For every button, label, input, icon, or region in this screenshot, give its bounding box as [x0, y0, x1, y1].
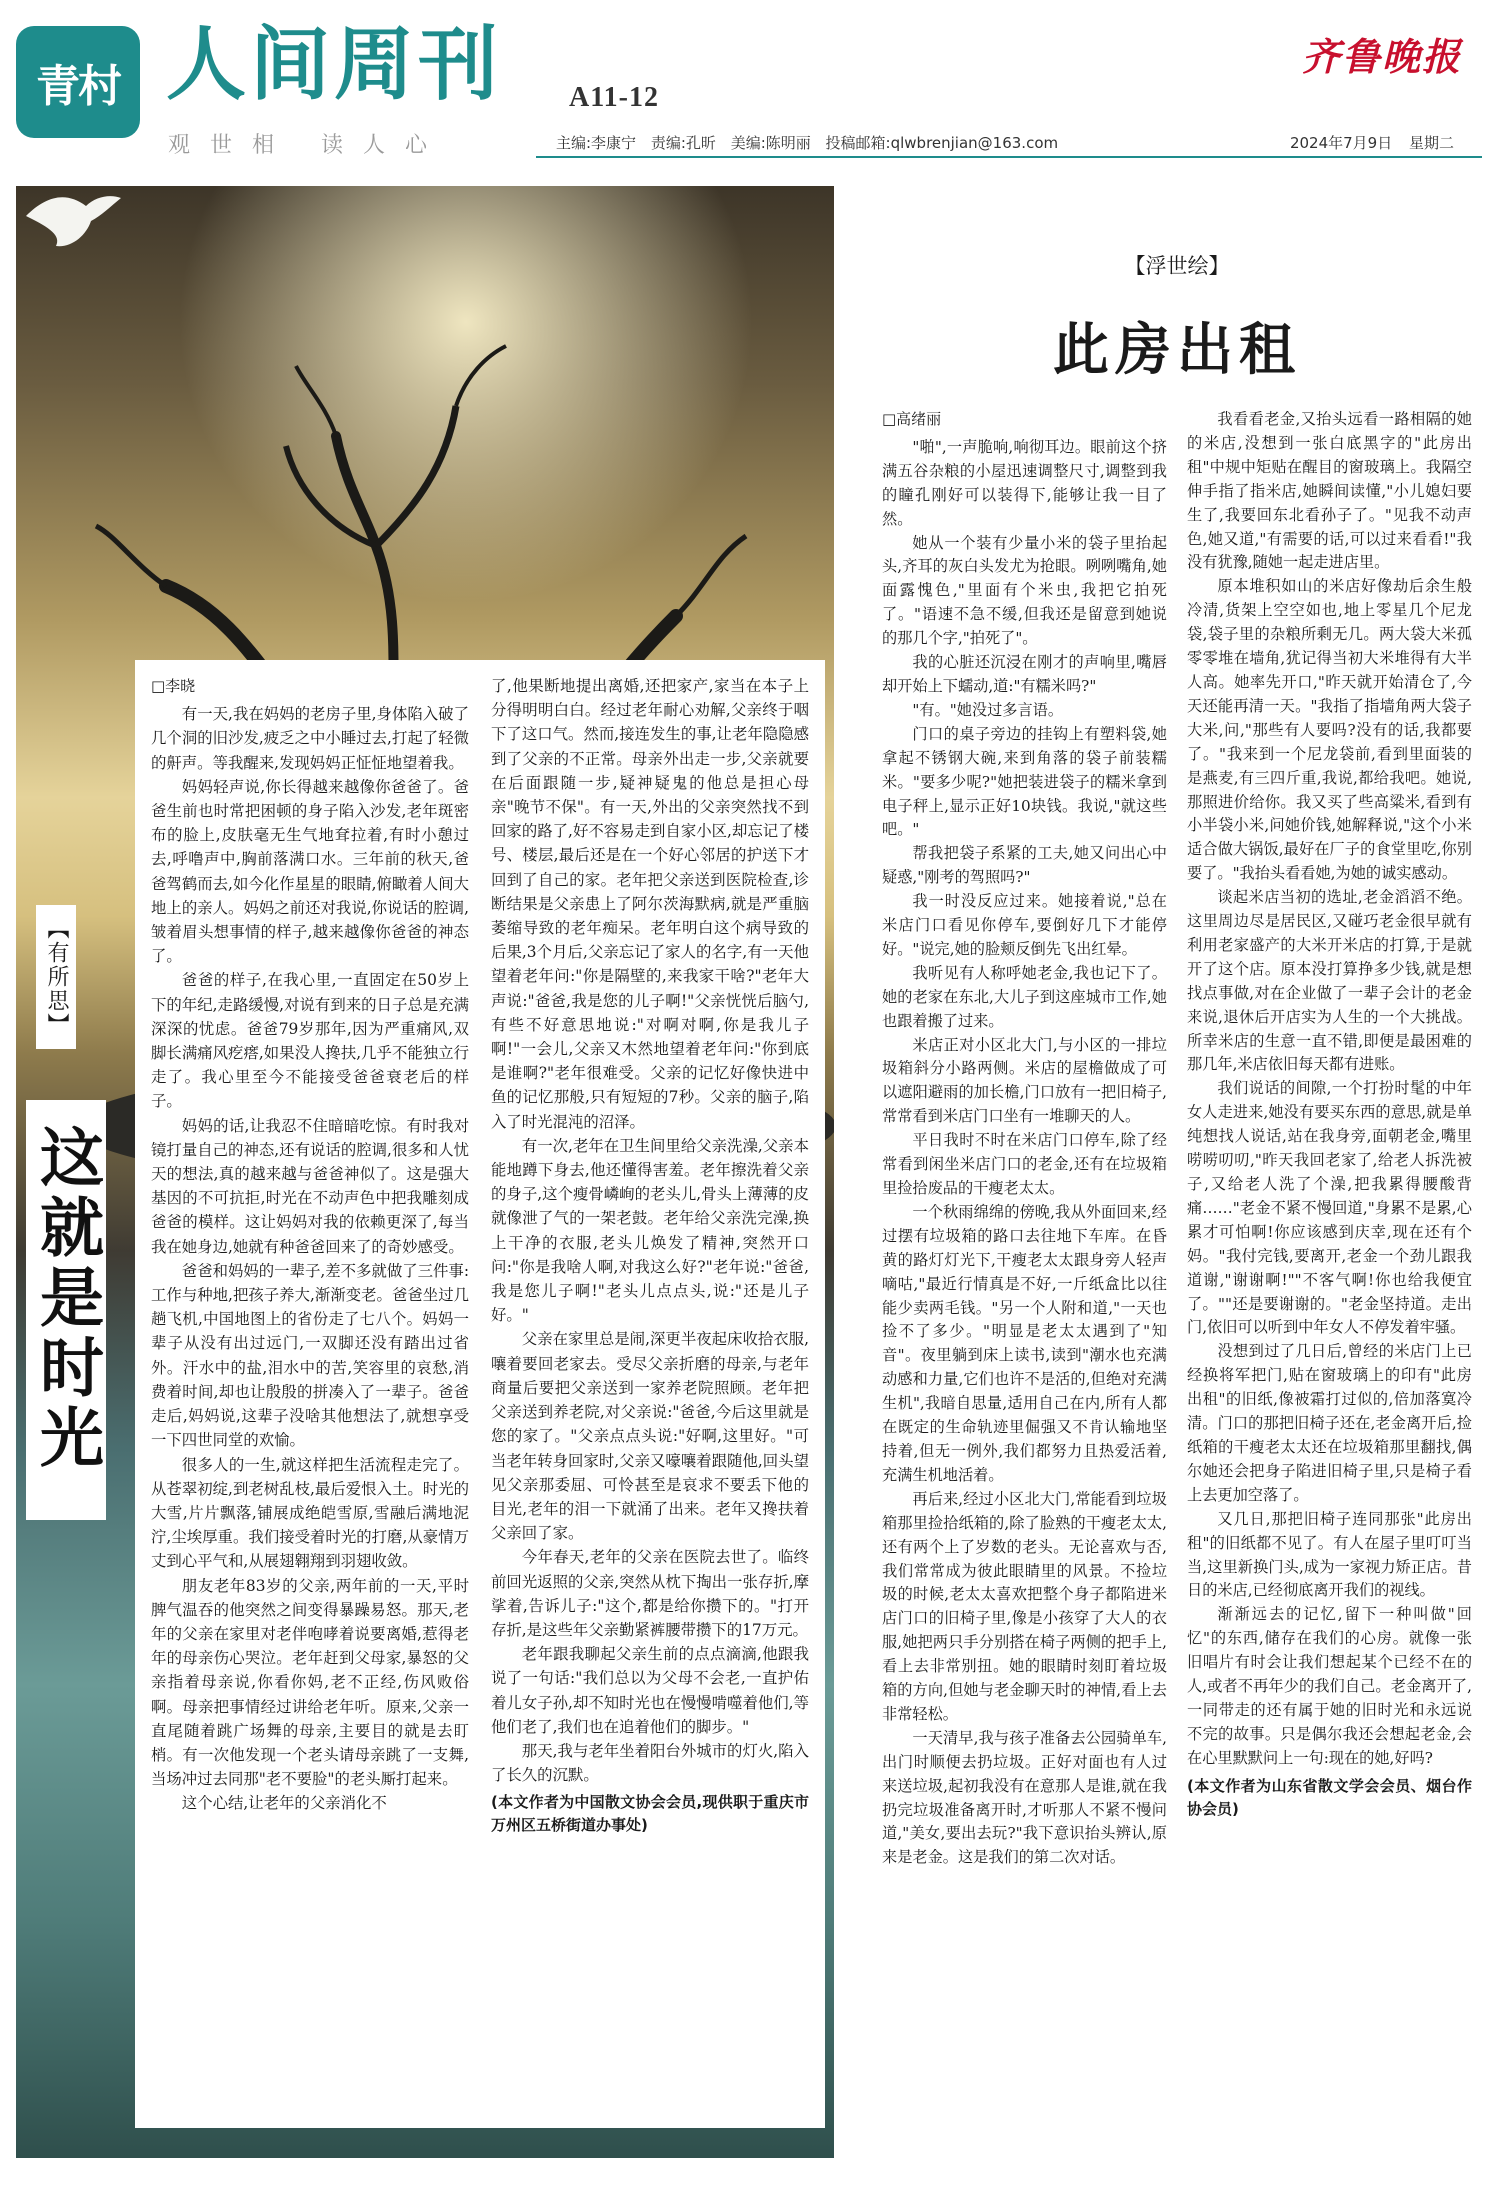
- editorial-credits: [556, 132, 1068, 153]
- paragraph: 爸爸和妈妈的一辈子,差不多就做了三件事:工作与种地,把孩子养大,渐渐变老。爸爸坐过几趟飞机,中国地图上的省份走了七八个。妈妈一辈子从没有出过远门,一双脚还没有踏出过省外。汗水中的盐,泪水中的苦,笑容里的哀愁,消费着时间,却也让殷殷的拼凑入了一辈子。爸爸走后,妈妈说,这辈子没啥其他想法了,就想享受一下四世同堂的欢愉。: [151, 1261, 469, 1450]
- paragraph: 一个秋雨绵绵的傍晚,我从外面回来,经过摆有垃圾箱的路口去往地下车库。在昏黄的路灯灯光下,干瘦老太太跟身旁人轻声嘀咕,"最近行情真是不好,一斤纸盒比以往能少卖两毛钱。"另一个人附和道,"一天也捡不了多少。"明显是老太太遇到了"知音"。夜里躺到床上读书,读到"潮水也充满动感和力量,它们也许不是活的,但绝对充满生机",我暗自思量,适用自己在内,所有人都在既定的生命轨迹里倔强又不肯认输地坚持着,但无一例外,我们都努力且热爱活着,充满生机地活着。: [882, 1202, 1167, 1484]
- paragraph: 渐渐远去的记忆,留下一种叫做"回忆"的东西,储存在我们的心房。就像一张旧唱片有时会让我们想起某个已经不在的人,或者不再年少的我们自己。老金离开了,一同带走的还有属于她的旧时光和永远说不完的故事。只是偶尔我还会想起老金,会在心里默默问上一句:现在的她,好吗?: [1187, 1605, 1472, 1767]
- article-column-1: [882, 408, 1167, 2153]
- paragraph: 我一时没反应过来。她接着说,"总在米店门口看见你停车,要倒好几下才能停好。"说完,她的脸颊反倒先飞出红晕。: [882, 892, 1167, 958]
- paragraph: 朋友老年83岁的父亲,两年前的一天,平时脾气温吞的他突然之间变得暴躁易怒。那天,老年的父亲在家里对老伴咆哮着说要离婚,惹得老年的母亲伤心哭泣。老年赶到父母家,暴怒的父亲指着母亲说,你看你妈,老不正经,伤风败俗啊。母亲把事情经过讲给老年听。原来,父亲一直尾随着跳广场舞的母亲,主要目的就是去盯梢。有一次他发现一个老头请母亲跳了一支舞,当场冲过去同那"老不要脸"的老头厮打起来。: [151, 1576, 469, 1789]
- article-title-room-for-rent: 此房出租: [1053, 317, 1301, 383]
- paragraph: 有一次,老年在卫生间里给父亲洗澡,父亲本能地蹲下身去,他还懂得害羞。老年擦洗着父亲的身子,这个瘦骨嶙峋的老头儿,骨头上薄薄的皮就像泄了气的一架老鼓。老年给父亲洗完澡,换上干净的衣服,老头儿焕发了精神,突然开口问:"你是我啥人啊,对我这么好?"老年说:"爸爸,我是您儿子啊!"老头儿点点头,说:"还是儿子好。": [491, 1136, 809, 1325]
- paragraph: 我们说话的间隙,一个打扮时髦的中年女人走进来,她没有要买东西的意思,就是单纯想找人说话,站在我身旁,面朝老金,嘴里唠唠叨叨,"昨天我回老家了,给老人拆洗被子,又给老人洗了个澡,把我累得腰酸背痛……"老金不紧不慢回道,"身累不是累,心累才可怕啊!你应该感到庆幸,现在还有个妈。"我付完钱,要离开,老金一个劲儿跟我道谢,"谢谢啊!""不客气啊!你也给我便宜了。""还是要谢谢的。"老金坚持道。走出门,依旧可以听到中年女人不停发着牢骚。: [1187, 1079, 1472, 1337]
- paragraph: 一天清早,我与孩子准备去公园骑单车,出门时顺便去扔垃圾。正好对面也有人过来送垃圾,起初我没有在意那人是谁,就在我扔完垃圾准备离开时,才听那人不紧不慢问道,"美女,要出去玩?"我下意识抬头辨认,原来是老金。这是我们的第二次对话。: [882, 1728, 1167, 1867]
- paragraph: 帮我把袋子系紧的工夫,她又问出心中疑惑,"刚考的驾照吗?": [882, 844, 1167, 887]
- column-tag: 【有所思】: [36, 905, 76, 1049]
- paragraph: 父亲在家里总是闹,深更半夜起床收拾衣服,嚷着要回老家去。受尽父亲折磨的母亲,与老年商量后要把父亲送到一家养老院照顾。老年把父亲送到养老院,对父亲说:"爸爸,今后这里就是您的家了。"父亲点点头说:"好啊,这里好。"可当老年转身回家时,父亲又嚎嚷着跟随他,回头望见父亲那委屈、可怜甚至是哀求不要丢下他的目光,老年的泪一下就涌了出来。老年又搀扶着父亲回了家。: [491, 1330, 809, 1543]
- column-tag: 【浮世绘】: [1124, 254, 1230, 278]
- paragraph: 我的心脏还沉浸在刚才的声响里,嘴唇却开始上下蠕动,道:"有糯米吗?": [882, 653, 1167, 695]
- dove-icon: [16, 186, 126, 256]
- paragraph: "啪",一声脆响,响彻耳边。眼前这个挤满五谷杂粮的小屋迅速调整尺寸,调整到我的瞳孔刚好可以装得下,能够让我一目了然。: [882, 437, 1167, 528]
- paragraph: 没想到过了几日后,曾经的米店门上已经换将军把门,贴在窗玻璃上的印有"此房出租"的旧纸,像被霜打过似的,倍加落寞冷清。门口的那把旧椅子还在,老金离开后,捡纸箱的干瘦老太太还在垃圾箱那里翻找,偶尔她还会把身子陷进旧椅子里,只是椅子看上去更加空落了。: [1187, 1342, 1472, 1504]
- paragraph: 有一天,我在妈妈的老房子里,身体陷入破了几个洞的旧沙发,疲乏之中小睡过去,打起了轻微的鼾声。等我醒来,发现妈妈正怔怔地望着我。: [151, 705, 469, 772]
- paragraph: 原本堆积如山的米店好像劫后余生般冷清,货架上空空如也,地上零星几个尼龙袋,袋子里的杂粮所剩无几。两大袋大米孤零零堆在墙角,犹记得当初大米堆得有大半人高。她率先开口,"昨天就开始清仓了,今天还能再清一天。"我指了指墙角两大袋子大米,问,"那些有人要吗?没有的话,我都要了。"我来到一个尼龙袋前,看到里面装的是燕麦,有三四斤重,我说,都给我吧。她说,那照进价给你。我又买了些高粱米,看到有小半袋小米,问她价钱,她解释说,"这个小米适合做大锅饭,最好在厂子的食堂里吃,你别要了。"我抬头看看她,为她的诚实感动。: [1187, 577, 1472, 883]
- byline: □李晓: [151, 677, 196, 695]
- section-logo: [16, 26, 140, 138]
- paragraph: 爸爸的样子,在我心里,一直固定在50岁上下的年纪,走路缓慢,对说有到来的日子总是充满深深的忧虑。爸爸79岁那年,因为严重痛风,双脚长满痛风疙瘩,如果没人搀扶,几乎不能独立行走了。我心里至今不能接受爸爸衰老后的样子。: [151, 971, 469, 1111]
- byline: □高绪丽: [882, 410, 942, 428]
- paragraph: 妈妈轻声说,你长得越来越像你爸爸了。爸爸生前也时常把困顿的身子陷入沙发,老年斑密布的脸上,皮肤毫无生气地耷拉着,有时小憩过去,呼噜声中,胸前落满口水。三年前的秋天,爸爸驾鹤而去,如今化作星星的眼睛,俯瞰着人间大地上的亲人。妈妈之前还对我说,你说话的腔调,皱着眉头想事情的样子,越来越像你爸爸的神态了。: [151, 777, 469, 966]
- author-note: (本文作者为山东省散文学会会员、烟台作协会员): [1187, 1776, 1472, 1818]
- issue-date: 2024年7月9日: [1289, 134, 1393, 152]
- article-title-this-is-time: 这就是时光: [26, 1100, 106, 1520]
- paragraph: 我看看老金,又抬头远看一路相隔的她的米店,没想到一张白底黑字的"此房出租"中规中矩贴在醒目的窗玻璃上。我隔空伸手指了指米店,她瞬间读懂,"小儿媳妇要生了,我要回东北看孙子了。"见我不动声色,她又道,"有需要的话,可以过来看看!"我没有犹豫,随她一起走进店里。: [1187, 410, 1472, 572]
- dateline: [1278, 132, 1454, 153]
- article-column-2: [491, 674, 809, 2116]
- paragraph: 米店正对小区北大门,与小区的一排垃圾箱斜分小路两侧。米店的屋檐做成了可以遮阳避雨的加长檐,门口放有一把旧椅子,常常看到米店门口坐有一堆聊天的人。: [882, 1035, 1167, 1126]
- paragraph: "有。"她没过多言语。: [912, 700, 1064, 719]
- paragraph: 又几日,那把旧椅子连同那张"此房出租"的旧纸都不见了。有人在屋子里叮叮当当,这里新换门头,成为一家视力矫正店。昔日的米店,已经彻底离开我们的视线。: [1187, 1509, 1472, 1600]
- art-editor-credit: 美编:陈明丽: [730, 134, 811, 152]
- newspaper-name: 齐鲁晚报: [1301, 34, 1462, 79]
- article-column-2: [1187, 408, 1472, 2153]
- paragraph: 这个心结,让老年的父亲消化不: [181, 1794, 387, 1813]
- author-note: (本文作者为中国散文协会会员,现供职于重庆市万州区五桥街道办事处): [491, 1793, 809, 1835]
- paragraph: 再后来,经过小区北大门,常能看到垃圾箱那里捡拾纸箱的,除了脸熟的干瘦老太太,还有两个上了岁数的老头。无论喜欢与否,我们常常成为彼此眼睛里的风景。不捡垃圾的时候,老太太喜欢把整个身子都陷进米店门口的旧椅子里,像是小孩穿了大人的衣服,她把两只手分别搭在椅子两侧的把手上,看上去非常别扭。她的眼睛时刻盯着垃圾箱的方向,但她与老金聊天时的神情,看上去非常轻松。: [882, 1489, 1167, 1723]
- masthead: [16, 17, 1472, 161]
- article-room-for-rent: [882, 230, 1472, 2160]
- paragraph: 我听见有人称呼她老金,我也记下了。她的老家在东北,大儿子到这座城市工作,她也跟着搬了过来。: [882, 963, 1167, 1030]
- paragraph: 妈妈的话,让我忍不住暗暗吃惊。有时我对镜打量自己的神态,还有说话的腔调,很多和人忧天的想法,真的越来越与爸爸神似了。这是强大基因的不可抗拒,时光在不动声色中把我雕刻成爸爸的模样。这让妈妈对我的依赖更深了,每当我在她身边,她就有种爸爸回来了的奇妙感受。: [151, 1116, 469, 1256]
- article-this-is-time: [135, 660, 825, 2128]
- issue-weekday: 星期二: [1408, 134, 1454, 152]
- supplement-title: 人间周刊: [166, 17, 502, 111]
- submission-email: 投稿邮箱:qlwbrenjian@163.com: [825, 134, 1059, 152]
- paragraph: 平日我时不时在米店门口停车,除了经常看到闲坐米店门口的老金,还有在垃圾箱里捡拾废品的干瘦老太太。: [882, 1131, 1167, 1197]
- paragraph: 今年春天,老年的父亲在医院去世了。临终前回光返照的父亲,突然从枕下掏出一张存折,摩挲着,告诉儿子:"这个,都是给你攒下的。"打开存折,是这些年父亲勤紧裤腰带攒下的17万元。: [491, 1548, 809, 1639]
- article-column-1: [151, 674, 469, 2116]
- responsible-editor-credit: 责编:孔昕: [650, 134, 716, 152]
- paragraph: 那天,我与老年坐着阳台外城市的灯火,陷入了长久的沉默。: [491, 1741, 809, 1785]
- paragraph: 门口的桌子旁边的挂钩上有塑料袋,她拿起不锈钢大碗,来到角落的袋子前装糯米。"要多少呢?"她把装进袋子的糯米拿到电子秤上,显示正好10块钱。我说,"就这些吧。": [882, 724, 1167, 839]
- paragraph: 老年跟我聊起父亲生前的点点滴滴,他跟我说了一句话:"我们总以为父母不会老,一直护佑着儿女子孙,却不知时光也在慢慢啃噬着他们,等他们老了,我们也在追着他们的脚步。": [491, 1645, 809, 1736]
- section-logo-text: 青村: [36, 61, 120, 112]
- paragraph: 谈起米店当初的选址,老金滔滔不绝。这里周边尽是居民区,又碰巧老金很早就有利用老家盛产的大米开米店的打算,于是就开了这个店。原本没打算挣多少钱,就是想找点事做,对在企业做了一辈子会计的老金来说,退休后开店实为人生的一个大挑战。所幸米店的生意一直不错,即便是最困难的那几年,米店依旧每天都有进账。: [1187, 888, 1472, 1074]
- masthead-rule: [536, 156, 1482, 158]
- paragraph: 很多人的一生,就这样把生活流程走完了。从苍翠初绽,到老树乱枝,最后爱恨入土。时光的大雪,片片飘落,铺展成绝皑雪原,雪融后满地泥泞,尘埃厚重。我们接受着时光的打磨,从豪情万丈到心平气和,从展翅翱翔到羽翅收敛。: [151, 1455, 469, 1571]
- editor-credit: 主编:李康宁: [556, 134, 637, 152]
- supplement-slogan: 观世相 读人心: [168, 133, 447, 158]
- paragraph: 她从一个装有少量小米的袋子里抬起头,齐耳的灰白头发尤为抢眼。咧咧嘴角,她面露愧色,"里面有个米虫,我把它拍死了。"语速不急不缓,但我还是留意到她说的那几个字,"拍死了"。: [882, 533, 1167, 648]
- page-number: A11-12: [569, 82, 659, 113]
- paragraph: 了,他果断地提出离婚,还把家产,家当在本子上分得明明白白。经过老年耐心劝解,父亲终于咽下了这口气。然而,接连发生的事,让老年隐隐感到了父亲的不正常。母亲外出走一步,父亲就要在后面跟随一步,疑神疑鬼的他总是担心母亲"晚节不保"。有一天,外出的父亲突然找不到回家的路了,好不容易走到自家小区,却忘记了楼号、楼层,最后还是在一个好心邻居的护送下才回到了自己的家。老年把父亲送到医院检查,诊断结果是父亲患上了阿尔茨海默病,就是严重脑萎缩导致的老年痴呆。老年明白这个病导致的后果,3个月后,父亲忘记了家人的名字,有一天他望着老年问:"你是隔壁的,来我家干啥?"老年大声说:"爸爸,我是您的儿子啊!"父亲恍恍后脑勺,有些不好意思地说:"对啊对啊,你是我儿子啊!"一会儿,父亲又木然地望着老年问:"你到底是谁啊?"老年很难受。父亲的记忆好像快进中鱼的记忆那般,只有短短的7秒。父亲的脑子,陷入了时光混沌的沼泽。: [491, 677, 809, 1131]
